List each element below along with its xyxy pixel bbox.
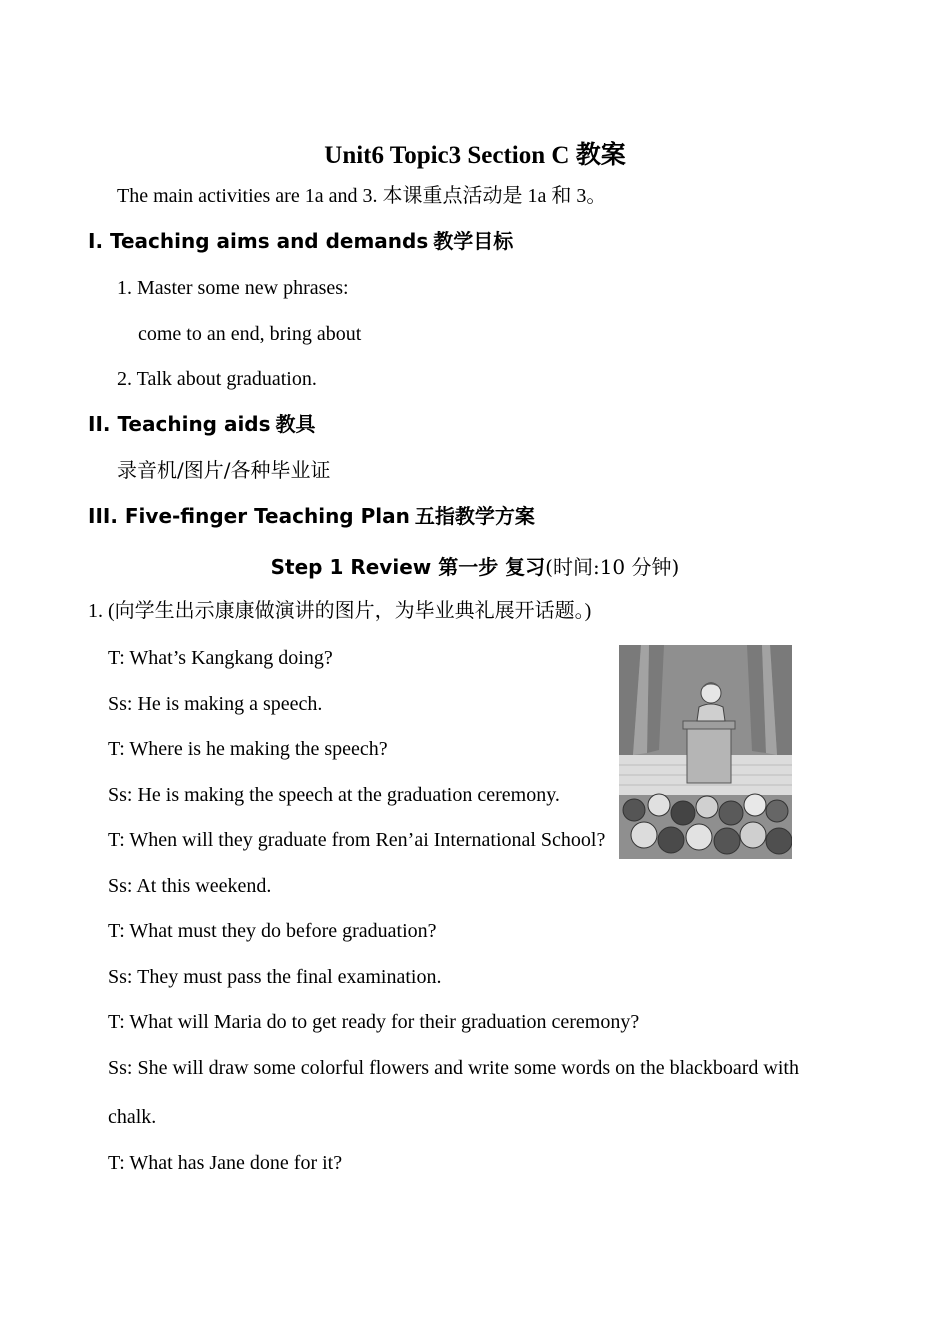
section-heading-aids [88, 412, 316, 437]
intro-text: The main activities are 1a and 3. 本课重点活动是 1a 和 3。 [117, 185, 607, 207]
section-heading-plan-cn: 五指教学方案 [414, 504, 535, 528]
dialog-line: Ss: He is making the speech at the graduation ceremony. [108, 784, 560, 806]
aim-item-1: 1. Master some new phrases: [117, 277, 349, 299]
step-time: (时间:10 分钟) [545, 555, 680, 579]
dialog-line: Ss: He is making a speech. [108, 693, 323, 715]
aim-item-2: 2. Talk about graduation. [117, 368, 317, 390]
section-heading-aids-en: II. Teaching aids [88, 412, 271, 436]
section-heading-aims [88, 229, 513, 254]
section-heading-aims-en: I. Teaching aims and demands [88, 229, 429, 253]
section-heading-aids-cn: 教具 [275, 412, 316, 436]
dialog-line: T: Where is he making the speech? [108, 738, 388, 760]
dialog-line: Ss: She will draw some colorful flowers and write some words on the blackboard with [108, 1057, 799, 1079]
section-heading-aims-cn: 教学目标 [433, 229, 514, 253]
step-label: Step 1 Review 第一步 复习 [270, 555, 546, 579]
dialog-line: T: What has Jane done for it? [108, 1152, 343, 1174]
dialog-line: T: What must they do before graduation? [108, 920, 437, 942]
speech-ceremony-illustration [619, 645, 792, 859]
dialog-line: Ss: At this weekend. [108, 875, 272, 897]
page-title: Unit6 Topic3 Section C 教案 [324, 142, 626, 169]
section-heading-plan [88, 504, 535, 529]
step-heading [0, 551, 950, 580]
activity-1: 1. (向学生出示康康做演讲的图片，为毕业典礼展开话题。) [88, 600, 592, 622]
aids-content: 录音机/图片/各种毕业证 [117, 458, 331, 482]
dialog-line: T: What’s Kangkang doing? [108, 647, 333, 669]
dialog-line: T: What will Maria do to get ready for their graduation ceremony? [108, 1011, 640, 1033]
dialog-line: T: When will they graduate from Ren’ai International School? [108, 829, 606, 851]
aim-item-1-detail: come to an end, bring about [138, 323, 362, 345]
dialog-line: chalk. [108, 1106, 157, 1128]
dialog-line: Ss: They must pass the final examination. [108, 966, 442, 988]
section-heading-plan-en: III. Five-finger Teaching Plan [88, 504, 410, 528]
